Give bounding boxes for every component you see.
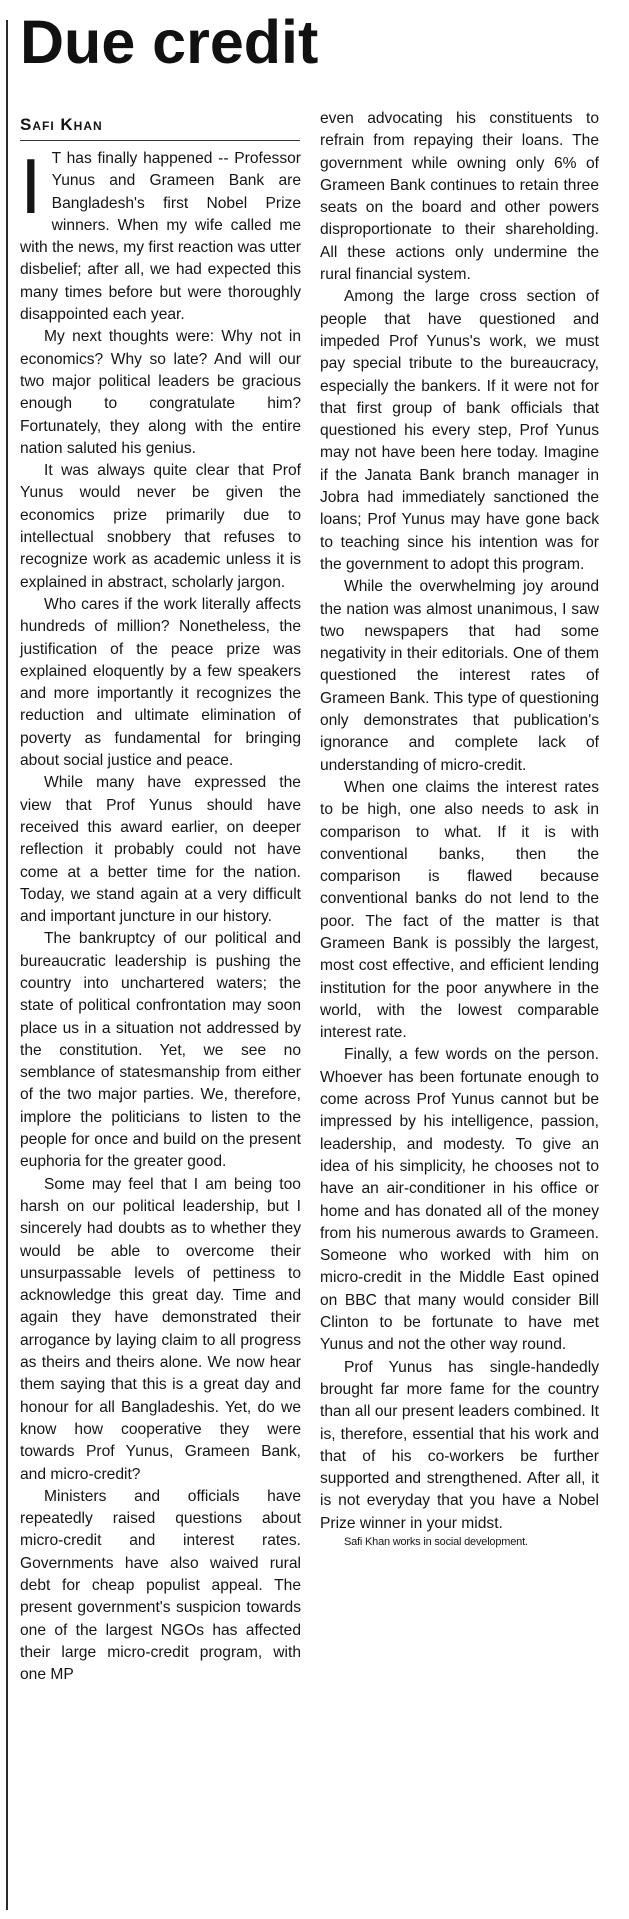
article-paragraph: While the overwhelming joy around the nation was almost unanimous, I saw two newspapers that had some negativity in their editorials. One of them questioned the interest rates of Grameen Bank. This type of questioning only demonstrates that publication's ignorance and complete lack of understanding of micro-credit. — [320, 578, 599, 774]
article-paragraph: Among the large cross section of people that have questioned and impeded Prof Yunus's work, we must pay special tribute to the bureaucracy, especially the bankers. If it were not for that first group of bank officials that questioned his every step, Prof Yunus may not have been here today. Imagine if the Janata Bank branch manager in Jobra had immediately sanctioned the loans; Prof Yunus may have gone back to teaching since his intention was for the government to adopt this program. — [320, 288, 599, 573]
article-column-right — [320, 108, 599, 1549]
article-paragraph: While many have expressed the view that Prof Yunus should have received this award earlier, on deeper reflection it probably could not have come at a better time for the nation. Today, we stand again at a very difficult and important juncture in our history. — [20, 774, 301, 926]
article-paragraph: Finally, a few words on the person. Whoever has been fortunate enough to come across Prof Yunus cannot but be impressed by his intelligence, passion, leadership, and modesty. To give an idea of his simplicity, he chooses not to have an air-conditioner in his office or home and has donated all of the money from his numerous awards to Grameen. Someone who worked with him on micro-credit in the Middle East opined on BBC that many would consider Bill Clinton to be fortunate to have met Yunus and not the other way round. — [320, 1046, 599, 1354]
article-paragraph: Prof Yunus has single-handedly brought far more fame for the country than all our present leaders combined. It is, therefore, essential that his work and that of his co-workers be further supported and strengthened. After all, it is not everyday that you have a Nobel Prize winner in your midst. — [320, 1358, 599, 1532]
article-paragraph: My next thoughts were: Why not in economics? Why so late? And will our two major political leaders be gracious enough to congratulate him? Fortunately, they along with the entire nation saluted his genius. — [20, 328, 301, 457]
article-paragraph: Who cares if the work literally affects hundreds of million? Nonetheless, the justification of the peace prize was explained eloquently by a few speakers and more importantly it recognizes the reduction and ultimate elimination of poverty as fundamental for bringing about social justice and peace. — [20, 595, 301, 770]
author-credit: Safi Khan works in social development. — [344, 1536, 528, 1548]
lead-paragraph — [20, 142, 301, 326]
article-paragraph: Some may feel that I am being too harsh on our political leadership, but I sincerely had doubts as to whether they would be able to overcome their unsurpassable levels of pettiness to acknowledge this great day. Time and again they have demonstrated their arrogance by laying claim to all progress as theirs and theirs alone. We now hear them saying that this is a great day and honour for all Bangladeshis. Yet, do we know how cooperative they were towards Prof Yunus, Grameen Bank, and micro-credit? — [20, 1175, 301, 1483]
article-paragraph-continued: even advocating his constituents to refrain from repaying their loans. The government while owning only 6% of Grameen Bank continues to retain three seats on the board and other powers disproportionate to their shareholding. All these actions only undermine the rural financial system. — [320, 110, 599, 284]
headline: Due credit — [20, 8, 319, 76]
lead-paragraph-text: T has finally happened -- Professor Yunus and Grameen Bank are Bangladesh's first Nobel Prize winners. When my wife called me with the news, my first reaction was utter disbelief; after all, we had expected this many times before but were thoroughly disappointed each year. — [20, 150, 301, 324]
byline: Safi Khan — [20, 115, 300, 141]
article-column-left — [20, 142, 301, 1686]
article-paragraph: The bankruptcy of our political and bureaucratic leadership is pushing the country into unchartered waters; the state of political confrontation may soon place us in a situation not addressed by the constitution. Yet, we see no semblance of statesmanship from either of the two major parties. We, therefore, implore the politicians to listen to the people for once and build on the present euphoria for the greater good. — [20, 930, 301, 1171]
article-paragraph: Ministers and officials have repeatedly raised questions about micro-credit and interest rates. Governments have also waived rural debt for cheap populist appeal. The present government's suspicion towards one of the largest NGOs has affected their large micro-credit program, with one MP — [20, 1487, 301, 1684]
article-paragraph: When one claims the interest rates to be high, one also needs to ask in comparison to what. If it is with conventional banks, then the comparison is flawed because conventional banks do not lend to the poor. The fact of the matter is that Grameen Bank is possibly the largest, most cost effective, and efficient lending institution for the poor anywhere in the world, with the lowest comparable interest rate. — [320, 778, 599, 1042]
column-rule — [6, 20, 8, 1910]
drop-cap: I — [20, 142, 42, 230]
article-paragraph: It was always quite clear that Prof Yunus would never be given the economics prize primarily due to intellectual snobbery that refuses to recognize work as academic unless it is explained in abstract, scholarly jargon. — [20, 462, 301, 591]
